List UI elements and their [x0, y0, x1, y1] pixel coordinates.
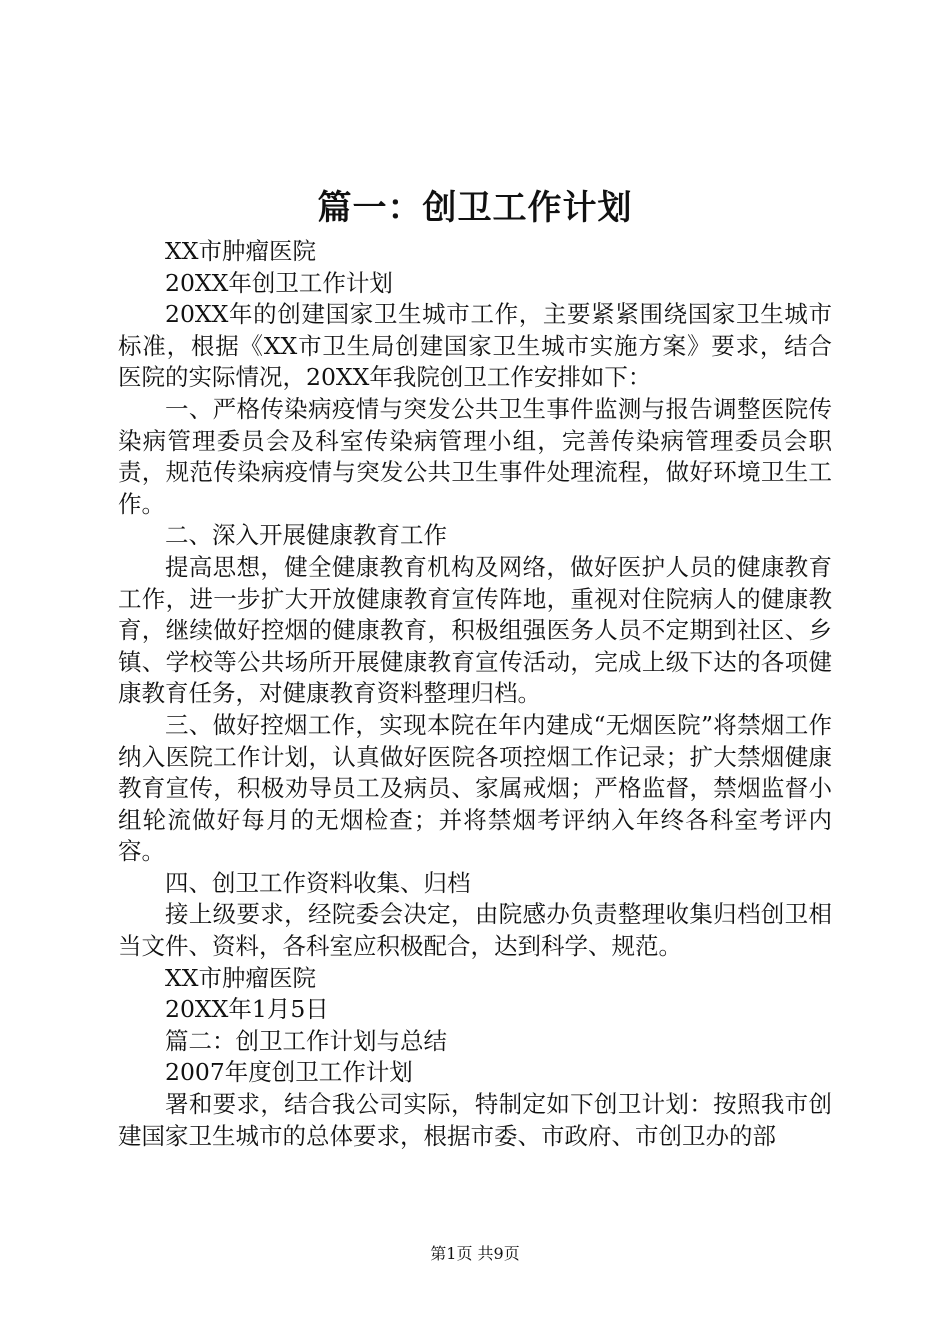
paragraph: 一、严格传染病疫情与突发公共卫生事件监测与报告调整医院传染病管理委员会及科室传染病管理小组，完善传染病管理委员会职责，规范传染病疫情与突发公共卫生事件处理流程，做好环境卫生工作。 [118, 394, 832, 518]
paragraph: 接上级要求，经院委会决定，由院感办负责整理收集归档创卫相当文件、资料，各科室应积极配合，达到科学、规范。 [118, 900, 832, 961]
paragraph: 篇二：创卫工作计划与总结 [165, 1026, 447, 1055]
paragraph: 署和要求，结合我公司实际，特制定如下创卫计划：按照我市创建国家卫生城市的总体要求，根据市委、市政府、市创卫办的部 [118, 1090, 832, 1150]
paragraph: 提高思想，健全健康教育机构及网络，做好医护人员的健康教育工作，进一步扩大开放健康教育宣传阵地，重视对住院病人的健康教育，继续做好控烟的健康教育，积极组强医务人员不定期到社区、乡镇、学校等公共场所开展健康教育宣传活动，完成上级下达的各项健康教育任务，对健康教育资料整理归档。 [118, 552, 832, 708]
document-body [118, 236, 832, 1152]
paragraph: 三、做好控烟工作，实现本院在年内建成“无烟医院”将禁烟工作纳入医院工作计划，认真做好医院各项控烟工作记录；扩大禁烟健康教育宣传，积极劝导员工及病员、家属戒烟；严格监督，禁烟监督小组轮流做好每月的无烟检查；并将禁烟考评纳入年终各科室考评内容。 [118, 710, 832, 866]
paragraph: 20XX年的创建国家卫生城市工作，主要紧紧围绕国家卫生城市标准，根据《XX市卫生局创建国家卫生城市实施方案》要求，结合医院的实际情况，20XX年我院创卫工作安排如下： [118, 300, 832, 392]
paragraph: 四、创卫工作资料收集、归档 [165, 868, 471, 897]
paragraph: 2007年度创卫工作计划 [165, 1058, 413, 1087]
paragraph: XX市肿瘤医院 [165, 963, 316, 992]
page-footer: 第1页 共9页 [430, 1244, 520, 1263]
paragraph: 二、深入开展健康教育工作 [165, 521, 447, 550]
paragraph: 20XX年1月5日 [165, 995, 329, 1024]
paragraph: XX市肿瘤医院 [165, 237, 316, 265]
paragraph: 20XX年创卫工作计划 [165, 268, 393, 297]
document-title: 篇一：创卫工作计划 [317, 188, 633, 228]
